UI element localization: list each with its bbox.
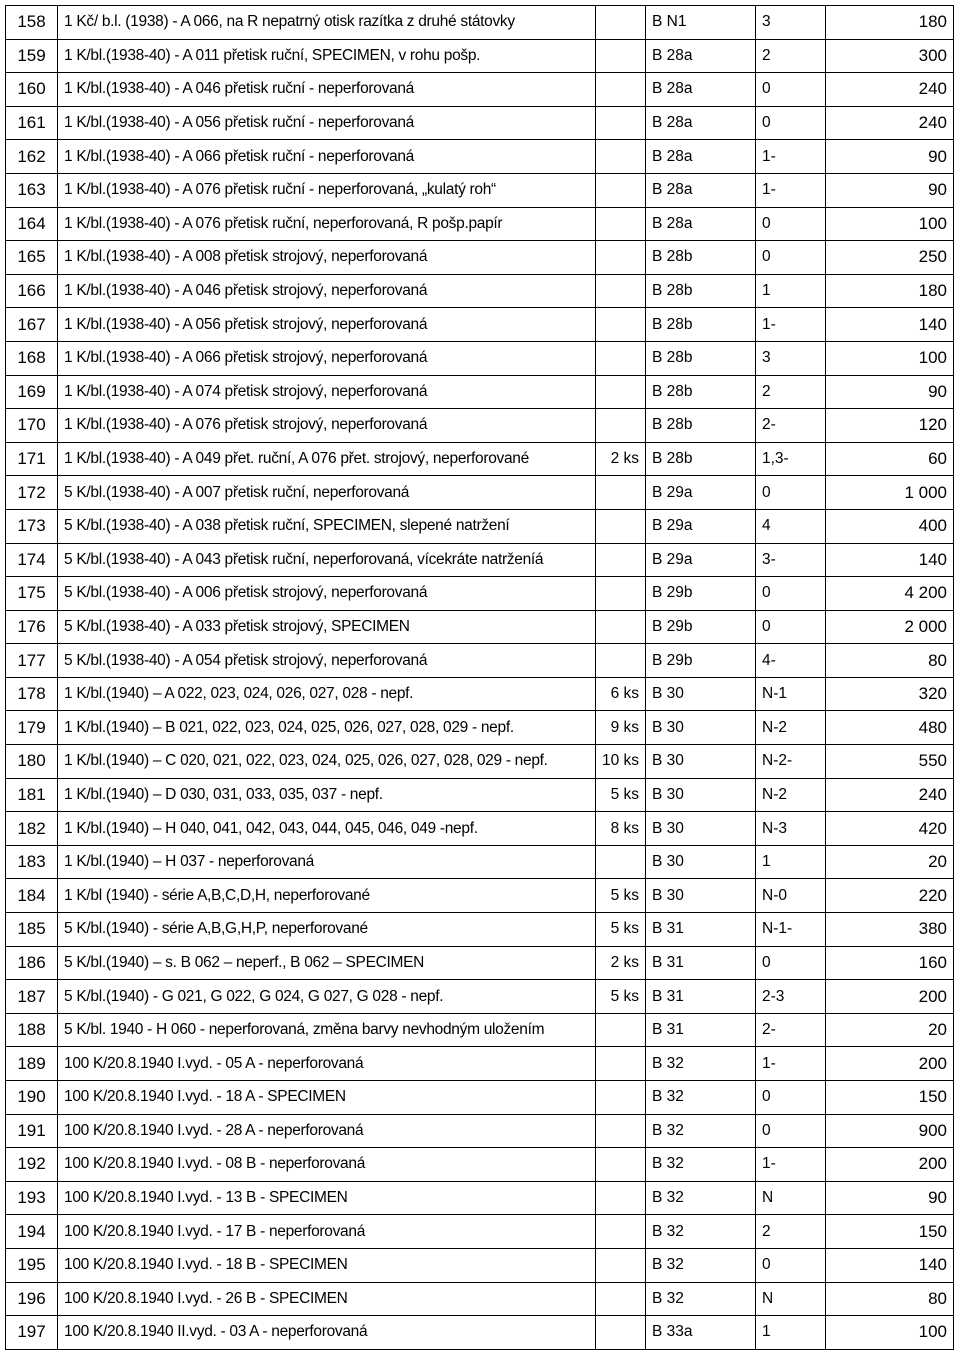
table-row <box>6 39 954 73</box>
lot-price: 140 <box>826 308 954 342</box>
condition-grade: 1- <box>756 308 826 342</box>
condition-grade: 3 <box>756 341 826 375</box>
catalog-reference: B N1 <box>646 6 756 40</box>
table-row <box>6 375 954 409</box>
lot-quantity: 5 ks <box>596 913 646 947</box>
lot-number: 172 <box>6 476 58 510</box>
lot-number: 189 <box>6 1047 58 1081</box>
table-row <box>6 1181 954 1215</box>
catalog-reference: B 28b <box>646 442 756 476</box>
lot-quantity <box>596 1013 646 1047</box>
lot-number: 167 <box>6 308 58 342</box>
catalog-reference: B 28b <box>646 375 756 409</box>
lot-number: 169 <box>6 375 58 409</box>
table-row <box>6 1114 954 1148</box>
lot-quantity <box>596 341 646 375</box>
lot-description: 1 K/bl.(1938-40) - A 076 přetisk ruční - neperforovaná, „kulatý roh“ <box>58 173 596 207</box>
catalog-reference: B 28a <box>646 207 756 241</box>
table-row <box>6 308 954 342</box>
table-row <box>6 778 954 812</box>
table-row <box>6 711 954 745</box>
table-row <box>6 1047 954 1081</box>
lot-description: 100 K/20.8.1940 II.vyd. - 03 A - neperforovaná <box>58 1316 596 1350</box>
catalog-reference: B 32 <box>646 1047 756 1081</box>
lot-quantity <box>596 845 646 879</box>
lot-number: 166 <box>6 274 58 308</box>
lot-quantity <box>596 274 646 308</box>
condition-grade: N <box>756 1181 826 1215</box>
table-row <box>6 980 954 1014</box>
lot-price: 220 <box>826 879 954 913</box>
catalog-reference: B 31 <box>646 913 756 947</box>
lot-quantity <box>596 409 646 443</box>
catalog-page <box>5 5 955 1350</box>
condition-grade: 2- <box>756 409 826 443</box>
lot-description: 1 K/bl.(1938-40) - A 066 přetisk strojový, neperforovaná <box>58 341 596 375</box>
lot-number: 187 <box>6 980 58 1014</box>
lot-number: 192 <box>6 1148 58 1182</box>
condition-grade: 0 <box>756 946 826 980</box>
condition-grade: 2 <box>756 39 826 73</box>
lot-price: 160 <box>826 946 954 980</box>
condition-grade: N-1- <box>756 913 826 947</box>
table-row <box>6 1013 954 1047</box>
condition-grade: 0 <box>756 1081 826 1115</box>
lot-price: 90 <box>826 140 954 174</box>
lot-quantity <box>596 241 646 275</box>
lot-quantity: 6 ks <box>596 677 646 711</box>
lot-quantity: 10 ks <box>596 745 646 779</box>
lot-number: 177 <box>6 644 58 678</box>
lot-number: 163 <box>6 173 58 207</box>
lot-description: 5 K/bl.(1938-40) - A 038 přetisk ruční, SPECIMEN, slepené natržení <box>58 509 596 543</box>
catalog-reference: B 32 <box>646 1081 756 1115</box>
lot-quantity <box>596 39 646 73</box>
catalog-reference: B 32 <box>646 1148 756 1182</box>
table-row <box>6 610 954 644</box>
catalog-reference: B 33a <box>646 1316 756 1350</box>
lot-number: 194 <box>6 1215 58 1249</box>
catalog-reference: B 29b <box>646 610 756 644</box>
lot-quantity <box>596 509 646 543</box>
condition-grade: 1 <box>756 845 826 879</box>
catalog-reference: B 28a <box>646 73 756 107</box>
lot-price: 320 <box>826 677 954 711</box>
lot-number: 182 <box>6 812 58 846</box>
lot-number: 195 <box>6 1248 58 1282</box>
lot-quantity <box>596 73 646 107</box>
lot-price: 200 <box>826 1148 954 1182</box>
table-row <box>6 241 954 275</box>
lot-quantity <box>596 1081 646 1115</box>
condition-grade: N-2- <box>756 745 826 779</box>
catalog-reference: B 30 <box>646 879 756 913</box>
lot-quantity: 5 ks <box>596 778 646 812</box>
lot-price: 420 <box>826 812 954 846</box>
lot-description: 1 K/bl.(1938-40) - A 076 přetisk ruční, neperforovaná, R pošp.papír <box>58 207 596 241</box>
condition-grade: 3 <box>756 6 826 40</box>
lot-price: 180 <box>826 274 954 308</box>
catalog-reference: B 31 <box>646 980 756 1014</box>
lot-price: 550 <box>826 745 954 779</box>
catalog-reference: B 28a <box>646 140 756 174</box>
lot-quantity <box>596 173 646 207</box>
lot-number: 179 <box>6 711 58 745</box>
condition-grade: 1,3- <box>756 442 826 476</box>
lot-number: 170 <box>6 409 58 443</box>
lot-price: 200 <box>826 1047 954 1081</box>
lot-description: 1 K/bl.(1940) – A 022, 023, 024, 026, 027, 028 - nepf. <box>58 677 596 711</box>
lot-number: 178 <box>6 677 58 711</box>
catalog-reference: B 30 <box>646 711 756 745</box>
condition-grade: 2-3 <box>756 980 826 1014</box>
lot-description: 1 K/bl.(1940) – H 040, 041, 042, 043, 044, 045, 046, 049 -nepf. <box>58 812 596 846</box>
lot-price: 900 <box>826 1114 954 1148</box>
lot-description: 1 K/bl.(1940) – H 037 - neperforovaná <box>58 845 596 879</box>
condition-grade: N-3 <box>756 812 826 846</box>
table-row <box>6 543 954 577</box>
condition-grade: N-0 <box>756 879 826 913</box>
lot-quantity <box>596 308 646 342</box>
condition-grade: 4- <box>756 644 826 678</box>
lot-number: 159 <box>6 39 58 73</box>
table-row <box>6 1248 954 1282</box>
lot-description: 1 K/bl.(1938-40) - A 008 přetisk strojový, neperforovaná <box>58 241 596 275</box>
condition-grade: N-2 <box>756 778 826 812</box>
table-row <box>6 745 954 779</box>
condition-grade: 1- <box>756 140 826 174</box>
catalog-reference: B 28a <box>646 106 756 140</box>
lot-quantity <box>596 140 646 174</box>
lot-description: 1 K/bl.(1938-40) - A 049 přet. ruční, A 076 přet. strojový, neperforované <box>58 442 596 476</box>
catalog-reference: B 28b <box>646 341 756 375</box>
lot-quantity <box>596 106 646 140</box>
table-row <box>6 913 954 947</box>
lot-number: 196 <box>6 1282 58 1316</box>
catalog-table-body <box>6 6 954 1350</box>
lot-number: 174 <box>6 543 58 577</box>
condition-grade: 4 <box>756 509 826 543</box>
lot-number: 171 <box>6 442 58 476</box>
condition-grade: 1- <box>756 1047 826 1081</box>
lot-price: 300 <box>826 39 954 73</box>
lot-quantity: 8 ks <box>596 812 646 846</box>
lot-description: 100 K/20.8.1940 I.vyd. - 08 B - neperforovaná <box>58 1148 596 1182</box>
table-row <box>6 677 954 711</box>
lot-price: 180 <box>826 6 954 40</box>
catalog-reference: B 31 <box>646 946 756 980</box>
catalog-reference: B 28b <box>646 409 756 443</box>
lot-description: 5 K/bl.(1938-40) - A 033 přetisk strojový, SPECIMEN <box>58 610 596 644</box>
table-row <box>6 812 954 846</box>
lot-description: 100 K/20.8.1940 I.vyd. - 13 B - SPECIMEN <box>58 1181 596 1215</box>
table-row <box>6 341 954 375</box>
condition-grade: 2 <box>756 375 826 409</box>
lot-number: 193 <box>6 1181 58 1215</box>
lot-description: 5 K/bl.(1938-40) - A 007 přetisk ruční, neperforovaná <box>58 476 596 510</box>
lot-price: 20 <box>826 1013 954 1047</box>
condition-grade: 0 <box>756 476 826 510</box>
lot-description: 5 K/bl.(1940) - série A,B,G,H,P, neperforované <box>58 913 596 947</box>
lot-number: 188 <box>6 1013 58 1047</box>
lot-description: 1 K/bl.(1940) – B 021, 022, 023, 024, 025, 026, 027, 028, 029 - nepf. <box>58 711 596 745</box>
condition-grade: N-1 <box>756 677 826 711</box>
lot-description: 1 K/bl.(1938-40) - A 076 přetisk strojový, neperforovaná <box>58 409 596 443</box>
lot-quantity <box>596 476 646 510</box>
catalog-reference: B 30 <box>646 845 756 879</box>
lot-price: 480 <box>826 711 954 745</box>
condition-grade: 1 <box>756 1316 826 1350</box>
lot-number: 160 <box>6 73 58 107</box>
lot-price: 150 <box>826 1081 954 1115</box>
table-row <box>6 207 954 241</box>
lot-description: 5 K/bl.(1938-40) - A 006 přetisk strojový, neperforovaná <box>58 577 596 611</box>
catalog-reference: B 28b <box>646 308 756 342</box>
lot-quantity <box>596 6 646 40</box>
lot-description: 1 K/bl.(1938-40) - A 056 přetisk ruční - neperforovaná <box>58 106 596 140</box>
catalog-reference: B 30 <box>646 677 756 711</box>
table-row <box>6 173 954 207</box>
catalog-reference: B 32 <box>646 1114 756 1148</box>
lot-price: 90 <box>826 173 954 207</box>
catalog-reference: B 30 <box>646 745 756 779</box>
lot-number: 180 <box>6 745 58 779</box>
lot-price: 140 <box>826 1248 954 1282</box>
catalog-reference: B 32 <box>646 1248 756 1282</box>
lot-price: 100 <box>826 1316 954 1350</box>
lot-price: 80 <box>826 1282 954 1316</box>
catalog-reference: B 28a <box>646 173 756 207</box>
catalog-reference: B 29b <box>646 577 756 611</box>
lot-description: 100 K/20.8.1940 I.vyd. - 17 B - neperforovaná <box>58 1215 596 1249</box>
lot-description: 5 K/bl.(1940) - G 021, G 022, G 024, G 027, G 028 - nepf. <box>58 980 596 1014</box>
lot-quantity <box>596 207 646 241</box>
lot-quantity: 2 ks <box>596 442 646 476</box>
lot-number: 164 <box>6 207 58 241</box>
lot-description: 100 K/20.8.1940 I.vyd. - 18 B - SPECIMEN <box>58 1248 596 1282</box>
table-row <box>6 73 954 107</box>
lot-price: 240 <box>826 778 954 812</box>
condition-grade: 3- <box>756 543 826 577</box>
lot-number: 183 <box>6 845 58 879</box>
catalog-reference: B 28b <box>646 274 756 308</box>
lot-price: 100 <box>826 207 954 241</box>
condition-grade: 0 <box>756 73 826 107</box>
lot-price: 120 <box>826 409 954 443</box>
table-row <box>6 1282 954 1316</box>
table-row <box>6 1081 954 1115</box>
lot-number: 191 <box>6 1114 58 1148</box>
table-row <box>6 1316 954 1350</box>
lot-description: 1 K/bl.(1938-40) - A 046 přetisk ruční - neperforovaná <box>58 73 596 107</box>
condition-grade: 1- <box>756 173 826 207</box>
lot-number: 162 <box>6 140 58 174</box>
lot-quantity: 2 ks <box>596 946 646 980</box>
lot-quantity: 5 ks <box>596 879 646 913</box>
catalog-reference: B 28a <box>646 39 756 73</box>
catalog-reference: B 31 <box>646 1013 756 1047</box>
banknote-catalog-table <box>5 5 954 1350</box>
catalog-reference: B 29a <box>646 509 756 543</box>
lot-price: 400 <box>826 509 954 543</box>
table-row <box>6 509 954 543</box>
table-row <box>6 946 954 980</box>
catalog-reference: B 28b <box>646 241 756 275</box>
lot-description: 100 K/20.8.1940 I.vyd. - 05 A - neperforovaná <box>58 1047 596 1081</box>
lot-description: 1 K/bl (1940) - série A,B,C,D,H, neperforované <box>58 879 596 913</box>
lot-number: 181 <box>6 778 58 812</box>
lot-description: 1 K/bl.(1938-40) - A 011 přetisk ruční, SPECIMEN, v rohu pošp. <box>58 39 596 73</box>
table-row <box>6 644 954 678</box>
table-row <box>6 274 954 308</box>
lot-description: 100 K/20.8.1940 I.vyd. - 28 A - neperforovaná <box>58 1114 596 1148</box>
lot-number: 173 <box>6 509 58 543</box>
lot-description: 1 K/bl.(1938-40) - A 056 přetisk strojový, neperforovaná <box>58 308 596 342</box>
table-row <box>6 409 954 443</box>
lot-description: 1 K/bl.(1940) – C 020, 021, 022, 023, 024, 025, 026, 027, 028, 029 - nepf. <box>58 745 596 779</box>
lot-quantity <box>596 1047 646 1081</box>
lot-quantity <box>596 1248 646 1282</box>
lot-description: 1 K/bl.(1938-40) - A 046 přetisk strojový, neperforovaná <box>58 274 596 308</box>
lot-number: 185 <box>6 913 58 947</box>
lot-quantity <box>596 644 646 678</box>
condition-grade: 0 <box>756 1114 826 1148</box>
condition-grade: 2 <box>756 1215 826 1249</box>
lot-quantity <box>596 610 646 644</box>
condition-grade: 0 <box>756 577 826 611</box>
condition-grade: 2- <box>756 1013 826 1047</box>
lot-quantity <box>596 1148 646 1182</box>
lot-price: 1 000 <box>826 476 954 510</box>
catalog-reference: B 32 <box>646 1282 756 1316</box>
lot-price: 240 <box>826 106 954 140</box>
lot-number: 165 <box>6 241 58 275</box>
lot-price: 250 <box>826 241 954 275</box>
lot-description: 100 K/20.8.1940 I.vyd. - 18 A - SPECIMEN <box>58 1081 596 1115</box>
lot-price: 140 <box>826 543 954 577</box>
catalog-reference: B 29b <box>646 644 756 678</box>
table-row <box>6 106 954 140</box>
table-row <box>6 845 954 879</box>
table-row <box>6 140 954 174</box>
lot-description: 1 K/bl.(1938-40) - A 074 přetisk strojový, neperforovaná <box>58 375 596 409</box>
condition-grade: N-2 <box>756 711 826 745</box>
table-row <box>6 1148 954 1182</box>
table-row <box>6 879 954 913</box>
table-row <box>6 476 954 510</box>
lot-price: 20 <box>826 845 954 879</box>
lot-quantity <box>596 1282 646 1316</box>
table-row <box>6 6 954 40</box>
lot-price: 240 <box>826 73 954 107</box>
lot-quantity <box>596 1114 646 1148</box>
catalog-reference: B 30 <box>646 812 756 846</box>
lot-number: 190 <box>6 1081 58 1115</box>
lot-price: 90 <box>826 1181 954 1215</box>
lot-price: 80 <box>826 644 954 678</box>
lot-quantity <box>596 1181 646 1215</box>
condition-grade: 0 <box>756 1248 826 1282</box>
table-row <box>6 577 954 611</box>
lot-description: 5 K/bl.(1938-40) - A 054 přetisk strojový, neperforovaná <box>58 644 596 678</box>
lot-number: 168 <box>6 341 58 375</box>
lot-description: 100 K/20.8.1940 I.vyd. - 26 B - SPECIMEN <box>58 1282 596 1316</box>
lot-quantity <box>596 577 646 611</box>
lot-number: 197 <box>6 1316 58 1350</box>
lot-quantity <box>596 543 646 577</box>
lot-quantity <box>596 1316 646 1350</box>
condition-grade: 0 <box>756 207 826 241</box>
catalog-reference: B 32 <box>646 1215 756 1249</box>
lot-quantity <box>596 375 646 409</box>
condition-grade: 0 <box>756 610 826 644</box>
condition-grade: 0 <box>756 106 826 140</box>
lot-description: 1 K/bl.(1938-40) - A 066 přetisk ruční - neperforovaná <box>58 140 596 174</box>
table-row <box>6 1215 954 1249</box>
lot-description: 1 Kč/ b.l. (1938) - A 066, na R nepatrný otisk razítka z druhé státovky <box>58 6 596 40</box>
catalog-reference: B 30 <box>646 778 756 812</box>
lot-description: 1 K/bl.(1940) – D 030, 031, 033, 035, 037 - nepf. <box>58 778 596 812</box>
lot-price: 200 <box>826 980 954 1014</box>
catalog-reference: B 29a <box>646 543 756 577</box>
lot-description: 5 K/bl.(1940) – s. B 062 – neperf., B 062 – SPECIMEN <box>58 946 596 980</box>
condition-grade: 1- <box>756 1148 826 1182</box>
lot-price: 4 200 <box>826 577 954 611</box>
lot-number: 175 <box>6 577 58 611</box>
lot-quantity: 9 ks <box>596 711 646 745</box>
lot-number: 161 <box>6 106 58 140</box>
lot-number: 158 <box>6 6 58 40</box>
lot-number: 184 <box>6 879 58 913</box>
condition-grade: 0 <box>756 241 826 275</box>
lot-description: 5 K/bl. 1940 - H 060 - neperforovaná, změna barvy nevhodným uložením <box>58 1013 596 1047</box>
lot-number: 186 <box>6 946 58 980</box>
lot-price: 150 <box>826 1215 954 1249</box>
lot-quantity <box>596 1215 646 1249</box>
lot-price: 2 000 <box>826 610 954 644</box>
lot-quantity: 5 ks <box>596 980 646 1014</box>
catalog-reference: B 29a <box>646 476 756 510</box>
lot-description: 5 K/bl.(1938-40) - A 043 přetisk ruční, neperforovaná, vícekráte natrženíá <box>58 543 596 577</box>
table-row <box>6 442 954 476</box>
lot-price: 90 <box>826 375 954 409</box>
lot-price: 60 <box>826 442 954 476</box>
lot-number: 176 <box>6 610 58 644</box>
condition-grade: 1 <box>756 274 826 308</box>
catalog-reference: B 32 <box>646 1181 756 1215</box>
condition-grade: N <box>756 1282 826 1316</box>
lot-price: 380 <box>826 913 954 947</box>
lot-price: 100 <box>826 341 954 375</box>
